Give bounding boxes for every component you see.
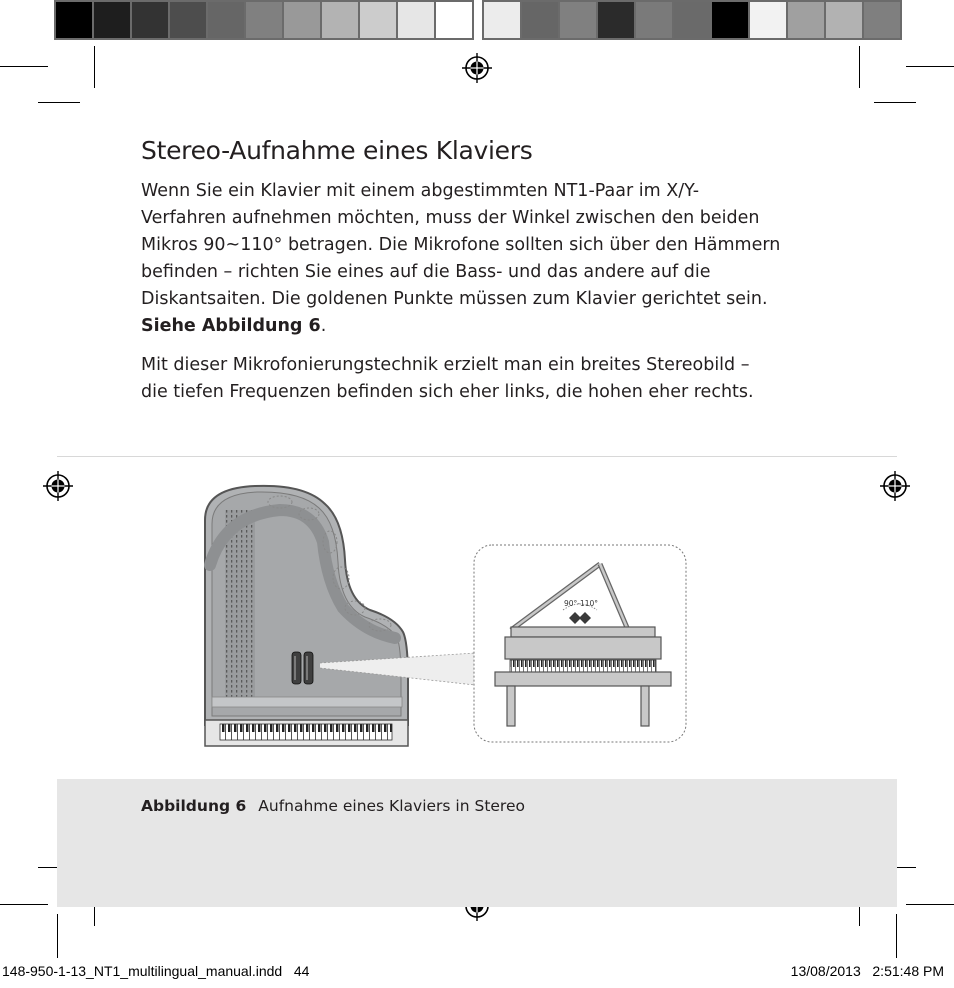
grand-piano-side-view-detail bbox=[474, 545, 686, 742]
piano-stereo-figure bbox=[195, 480, 695, 750]
color-swatch bbox=[132, 0, 170, 40]
crop-mark bbox=[896, 914, 897, 958]
color-swatch bbox=[598, 0, 636, 40]
color-swatch bbox=[246, 0, 284, 40]
registration-mark-right bbox=[880, 471, 910, 501]
color-swatch bbox=[322, 0, 360, 40]
figure-caption bbox=[141, 797, 525, 815]
body-paragraph-1 bbox=[141, 178, 781, 340]
color-swatch bbox=[170, 0, 208, 40]
crop-mark bbox=[906, 904, 954, 905]
color-swatch bbox=[712, 0, 750, 40]
color-swatch bbox=[522, 0, 560, 40]
page-title: Stereo-Aufnahme eines Klaviers bbox=[141, 136, 533, 165]
color-swatch bbox=[750, 0, 788, 40]
crop-mark bbox=[859, 46, 860, 88]
color-swatch bbox=[398, 0, 436, 40]
body-paragraph-2: Mit dieser Mikrofonierungstechnik erzielt man ein breites Stereobild – die tiefen Frequenzen befinden sich eher links, die hohen eher rechts. bbox=[141, 355, 754, 402]
color-swatch bbox=[208, 0, 246, 40]
color-swatch bbox=[788, 0, 826, 40]
paragraph-text: Wenn Sie ein Klavier mit einem abgestimmten NT1-Paar im X/Y-Verfahren aufnehmen möchten, muss der Winkel zwischen den beiden Mikros 90~110° betragen. Die Mikrofone sollten sich über den Hämmern befinden – richten Sie eines auf die Bass- und das andere auf die Diskantsaiten. Die goldenen Punkte müssen zum Klavier gerichtet sein. bbox=[141, 181, 781, 309]
color-calibration-bar-right bbox=[482, 0, 902, 40]
section-divider bbox=[57, 456, 897, 457]
slug-file-info: 148-950-1-13_NT1_multilingual_manual.indd 44 bbox=[2, 963, 310, 979]
color-swatch bbox=[674, 0, 712, 40]
slug-timestamp: 13/08/2013 2:51:48 PM bbox=[790, 963, 944, 979]
caption-label: Abbildung 6 bbox=[141, 797, 247, 815]
figure-reference: Siehe Abbildung 6 bbox=[141, 316, 321, 336]
mic-angle-label: 90°-110° bbox=[563, 599, 599, 608]
caption-text: Aufnahme eines Klaviers in Stereo bbox=[258, 797, 525, 815]
crop-mark bbox=[0, 904, 48, 905]
color-swatch bbox=[54, 0, 94, 40]
crop-mark bbox=[0, 66, 48, 67]
crop-mark bbox=[57, 914, 58, 958]
grand-piano-top-view-illustration bbox=[205, 486, 408, 746]
paragraph-end: . bbox=[320, 316, 327, 336]
color-swatch bbox=[826, 0, 864, 40]
crop-mark bbox=[874, 102, 916, 103]
crop-mark bbox=[38, 102, 80, 103]
registration-mark-top bbox=[462, 53, 492, 83]
color-calibration-bar-left bbox=[54, 0, 474, 40]
crop-mark bbox=[906, 66, 954, 67]
color-swatch bbox=[284, 0, 322, 40]
color-swatch bbox=[482, 0, 522, 40]
color-swatch bbox=[94, 0, 132, 40]
color-swatch bbox=[636, 0, 674, 40]
color-swatch bbox=[360, 0, 398, 40]
color-swatch bbox=[436, 0, 474, 40]
color-swatch bbox=[864, 0, 902, 40]
crop-mark bbox=[94, 46, 95, 88]
registration-mark-left bbox=[43, 471, 73, 501]
color-swatch bbox=[560, 0, 598, 40]
